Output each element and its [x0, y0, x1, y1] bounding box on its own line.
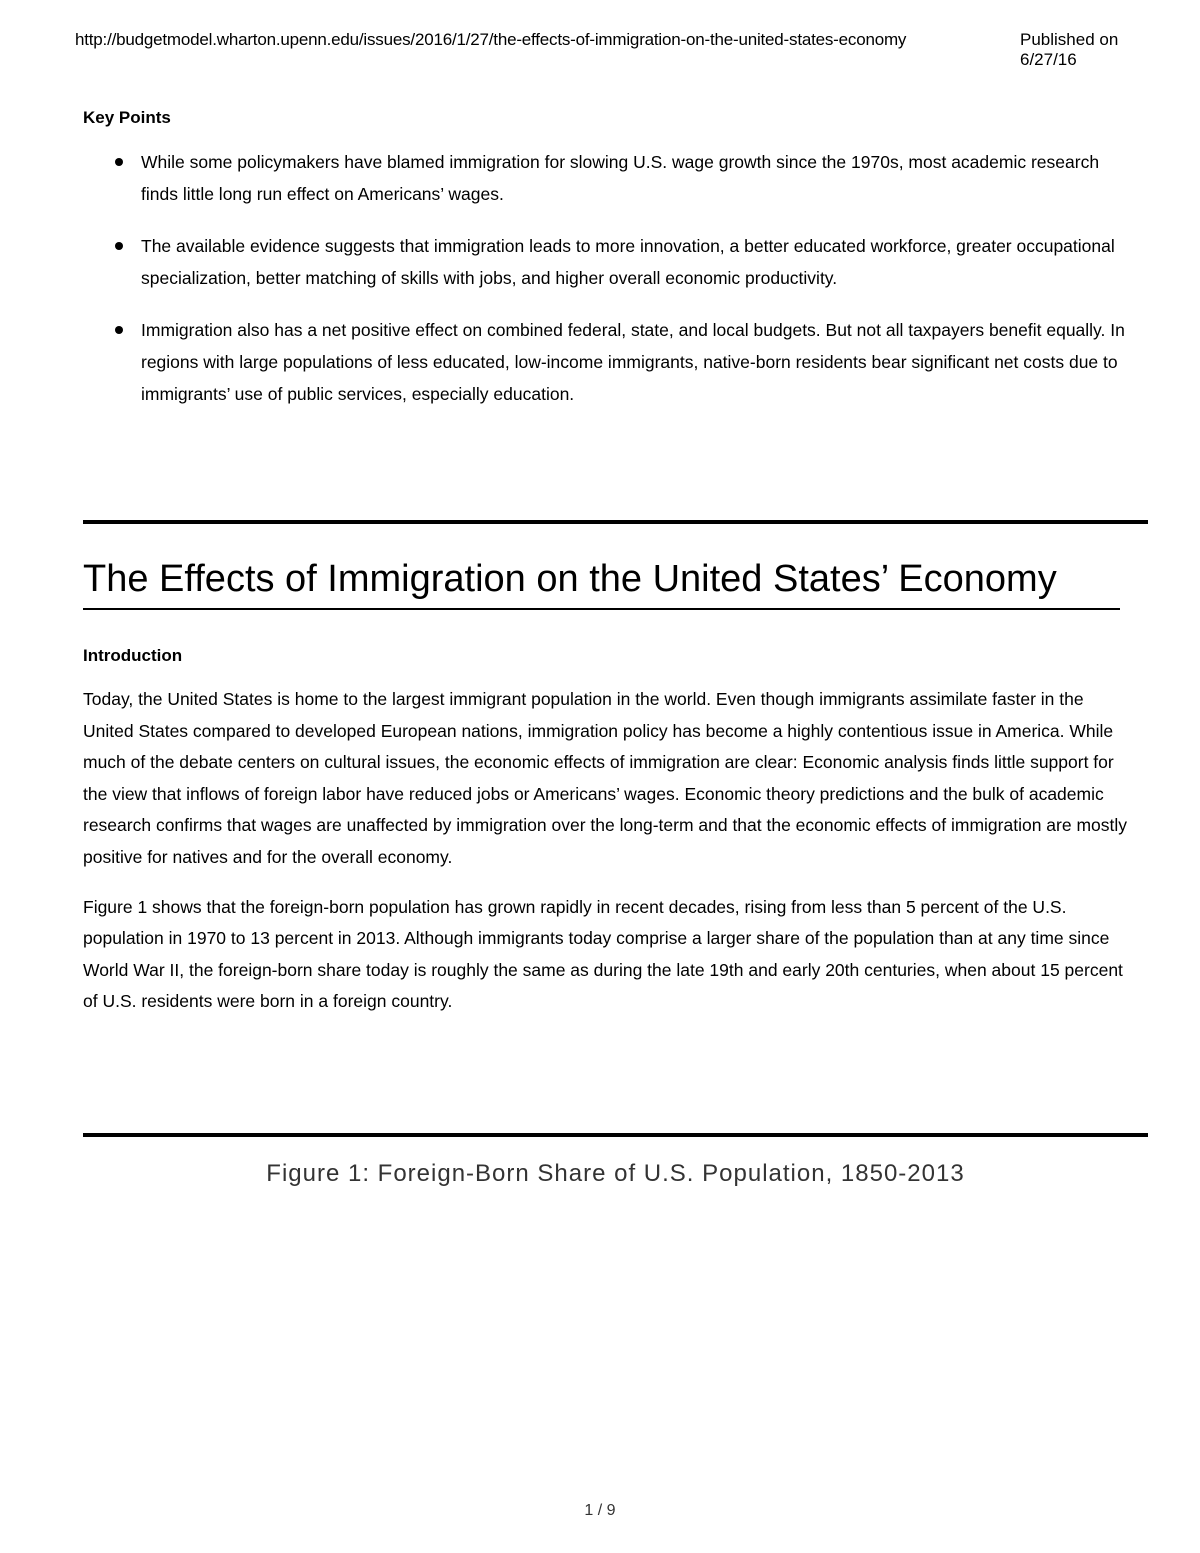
key-point-text: Immigration also has a net positive effect on combined federal, state, and local budgets. But not all taxpayers benefit equally. In regions with large populations of less educated, low-income immigrants, native-born residents bear significant net costs due to immigrants’ use of public services, especially education.: [141, 320, 1125, 404]
key-point-item: [83, 230, 1128, 294]
article-title: The Effects of Immigration on the United States’ Economy: [83, 554, 1120, 610]
published-date: Published on 6/27/16: [1020, 30, 1119, 69]
key-points-section: [83, 108, 1128, 430]
bullet-icon: [115, 326, 123, 334]
source-url[interactable]: http://budgetmodel.wharton.upenn.edu/issues/2016/1/27/the-effects-of-immigration-on-the-united-states-economy: [75, 30, 907, 49]
key-points-heading: Key Points: [83, 108, 171, 127]
bullet-icon: [115, 158, 123, 166]
key-point-item: [83, 314, 1128, 410]
section-divider: [83, 520, 1148, 524]
key-point-text: The available evidence suggests that immigration leads to more innovation, a better educated workforce, greater occupational specialization, better matching of skills with jobs, and higher overall economic productivity.: [141, 236, 1115, 288]
introduction-section: [83, 646, 1128, 1036]
figure-divider: [83, 1133, 1148, 1137]
key-point-text: While some policymakers have blamed immigration for slowing U.S. wage growth since the 1970s, most academic research finds little long run effect on Americans’ wages.: [141, 152, 1100, 204]
page-number: 1 / 9: [584, 1502, 616, 1519]
introduction-heading: Introduction: [83, 646, 183, 665]
bullet-icon: [115, 242, 123, 250]
body-paragraph: Today, the United States is home to the largest immigrant population in the world. Even though immigrants assimilate faster in the United States compared to developed European nations, immigration policy has become a highly contentious issue in America. While much of the debate centers on cultural issues, the economic effects of immigration are clear: Economic analysis finds little support for the view that inflows of foreign labor have reduced jobs or Americans’ wages. Economic theory predictions and the bulk of academic research confirms that wages are unaffected by immigration over the long-term and that the economic effects of immigration are mostly positive for natives and for the overall economy.: [83, 689, 1128, 867]
body-paragraph: Figure 1 shows that the foreign-born population has grown rapidly in recent decades, rising from less than 5 percent of the U.S. population in 1970 to 13 percent in 2013. Although immigrants today comprise a larger share of the population than at any time since World War II, the foreign-born share today is roughly the same as during the late 19th and early 20th centuries, when about 15 percent of U.S. residents were born in a foreign country.: [83, 896, 1123, 1012]
figure-title: Figure 1: Foreign-Born Share of U.S. Population, 1850-2013: [266, 1160, 965, 1187]
key-points-list: [83, 146, 1128, 410]
key-point-item: [83, 146, 1128, 210]
